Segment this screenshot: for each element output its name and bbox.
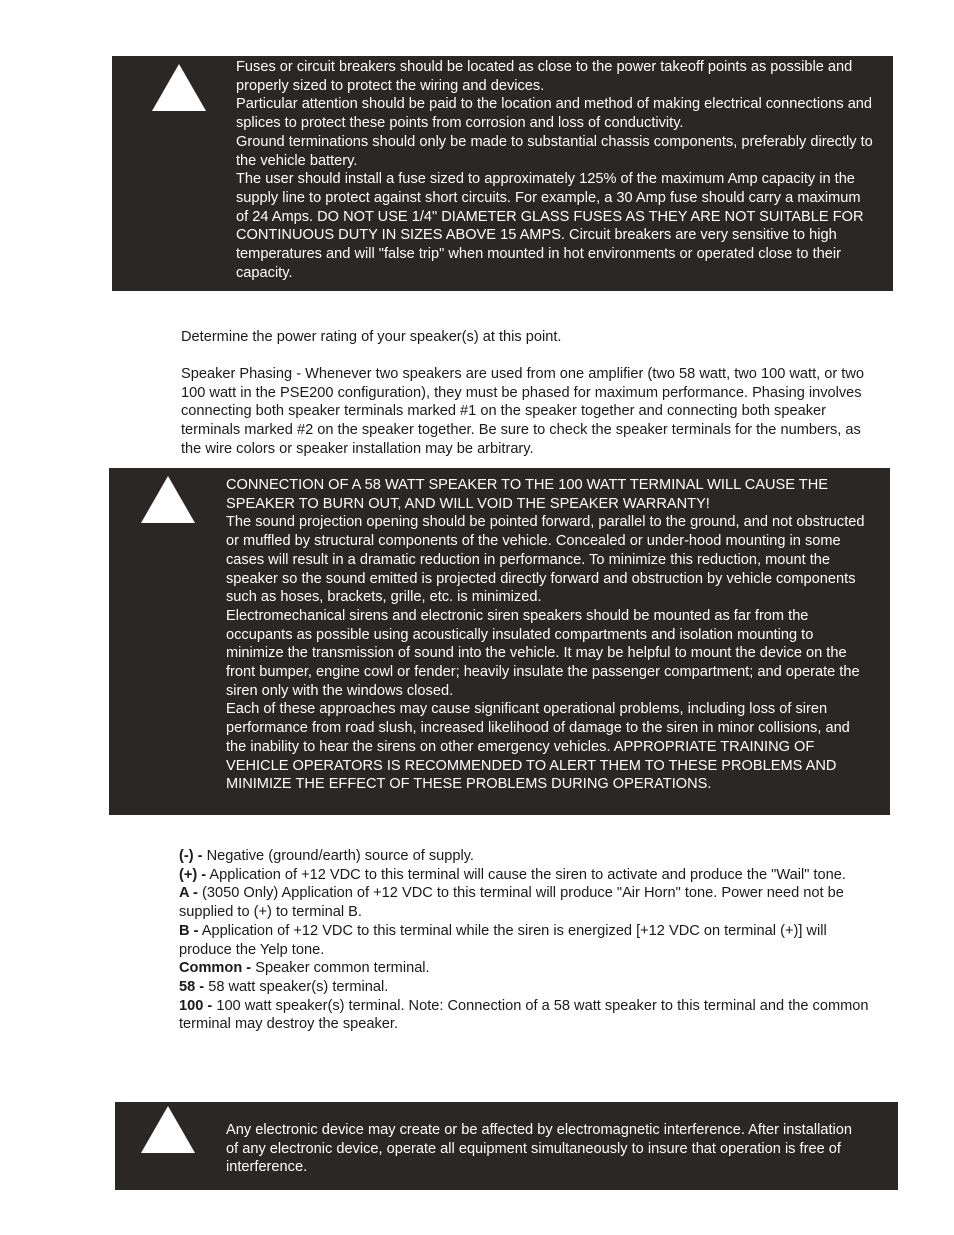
- power-rating-text: [181, 328, 881, 347]
- power-rating-paragraph: Determine the power rating of your speaker(s) at this point.: [181, 329, 562, 345]
- terminal-item: [179, 884, 869, 921]
- warning-paragraph: Any electronic device may create or be affected by electromagnetic interference. After installation of any electronic device, operate all equipment simultaneously to insure that operation is free of interference.: [226, 1122, 852, 1176]
- terminal-desc: 58 watt speaker(s) terminal.: [208, 978, 389, 995]
- terminal-item: [179, 959, 869, 978]
- warning-text: [226, 1121, 856, 1177]
- warning-paragraph: The user should install a fuse sized to approximately 125% of the maximum Amp capacity in the supply line to protect against short circuits. For example, a 30 Amp fuse should carry a maximum of 24 Amps. DO NOT USE 1/4" DIAMETER GLASS FUSES AS THEY ARE NOT SUITABLE FOR CONTINUOUS DUTY IN SIZES ABOVE 15 AMPS. Circuit breakers are very sensitive to high temperatures and will "false trip" when mounted in hot environments or operated close to their capacity.: [236, 171, 864, 281]
- terminal-term: A -: [179, 885, 198, 902]
- terminal-term: (+) -: [179, 866, 207, 883]
- warning-box-emi: [115, 1102, 898, 1190]
- warning-paragraph: CONNECTION OF A 58 WATT SPEAKER TO THE 100 WATT TERMINAL WILL CAUSE THE SPEAKER TO BURN OUT, AND WILL VOID THE SPEAKER WARRANTY!: [226, 477, 828, 512]
- warning-paragraph: Fuses or circuit breakers should be located as close to the power takeoff points as possible and properly sized to protect the wiring and devices.: [236, 59, 853, 94]
- terminal-desc: Application of +12 VDC to this terminal will cause the siren to activate and produce the "Wail" tone.: [209, 866, 846, 883]
- warning-triangle-icon: [141, 1106, 195, 1153]
- speaker-phasing-text: [181, 365, 873, 459]
- warning-paragraph: Each of these approaches may cause significant operational problems, including loss of siren performance from road slush, increased likelihood of damage to the siren in minor collisions, and the inability to hear the sirens on other emergency vehicles. APPROPRIATE TRAINING OF VEHICLE OPERATORS IS RECOMMENDED TO ALERT THEM TO THESE PROBLEMS AND MINIMIZE THE EFFECT OF THESE PROBLEMS DURING OPERATIONS.: [226, 701, 850, 793]
- terminal-term: 100 -: [179, 997, 213, 1014]
- warning-paragraph: Ground terminations should only be made to substantial chassis components, preferably directly to the vehicle battery.: [236, 133, 873, 169]
- terminal-definitions: [179, 847, 869, 1034]
- warning-paragraph: Particular attention should be paid to the location and method of making electrical connections and splices to protect these points from corrosion and loss of conductivity.: [236, 96, 873, 132]
- warning-text: [236, 58, 876, 282]
- warning-box-speaker: [109, 468, 890, 815]
- terminal-item: [179, 978, 869, 997]
- terminal-term: 58 -: [179, 978, 205, 995]
- warning-box-fuses: [112, 56, 893, 291]
- terminal-desc: Application of +12 VDC to this terminal while the siren is energized [+12 VDC on terminal (+)] will produce the Yelp tone.: [179, 922, 827, 958]
- terminal-term: B -: [179, 922, 199, 939]
- warning-triangle-icon: [152, 64, 206, 111]
- terminal-term: Common -: [179, 960, 252, 977]
- terminal-item: [179, 922, 869, 959]
- terminal-desc: 100 watt speaker(s) terminal. Note: Connection of a 58 watt speaker to this terminal and the common terminal may destroy the speaker.: [179, 997, 869, 1033]
- terminal-desc: (3050 Only) Application of +12 VDC to this terminal will produce "Air Horn" tone. Power need not be supplied to (+) to terminal B.: [179, 885, 844, 921]
- warning-paragraph: The sound projection opening should be pointed forward, parallel to the ground, and not obstructed or muffled by structural components of the vehicle. Concealed or under-hood mounting in some cases will result in a dramatic reduction in performance. To minimize this reduction, mount the speaker so the sound emitted is projected directly forward and obstruction by vehicle components such as hoses, brackets, grille, etc. is minimized.: [226, 514, 865, 606]
- warning-triangle-icon: [141, 476, 195, 523]
- terminal-item: [179, 866, 869, 885]
- terminal-item: [179, 997, 869, 1034]
- terminal-item: [179, 847, 869, 866]
- speaker-phasing-paragraph: Speaker Phasing - Whenever two speakers are used from one amplifier (two 58 watt, two 100 watt, or two 100 watt in the PSE200 configuration), they must be phased for maximum performance. Phasing involves connecting both speaker terminals marked #1 on the speaker together and connecting both speaker terminals marked #2 on the speaker together. Be sure to check the speaker terminals for the numbers, as the wire colors or speaker installation may be arbitrary.: [181, 366, 864, 457]
- terminal-desc: Speaker common terminal.: [255, 960, 430, 977]
- terminal-desc: Negative (ground/earth) source of supply.: [206, 848, 474, 864]
- warning-paragraph: Electromechanical sirens and electronic siren speakers should be mounted as far from the occupants as possible using acoustically insulated compartments and isolation mounting to minimize the transmission of sound into the vehicle. It may be helpful to mount the device on the front bumper, engine cowl or fender; heavily insulate the passenger compartment; and operate the siren only with the windows closed.: [226, 607, 860, 699]
- terminal-term: (-) -: [179, 848, 203, 864]
- warning-text: [226, 476, 874, 794]
